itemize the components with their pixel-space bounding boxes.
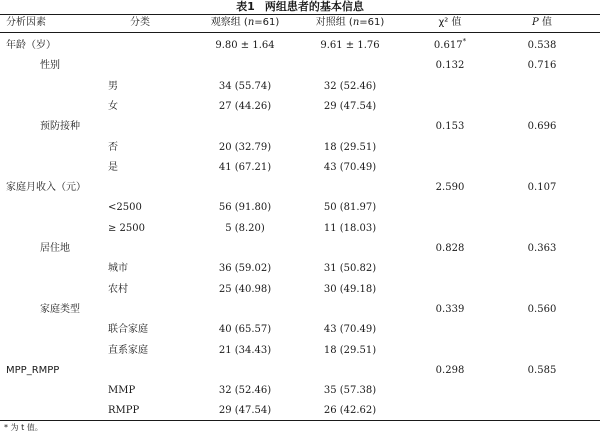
statistic-value: 0.298 — [435, 364, 465, 376]
cell-statistic — [420, 56, 480, 76]
cell-p — [512, 259, 572, 279]
cell-p — [512, 280, 572, 300]
cell-p: 0.363 — [527, 243, 557, 254]
cell-control: 29 (47.54) — [323, 100, 377, 112]
header-p: P 值 — [532, 17, 552, 28]
cell-control: 32 (52.46) — [323, 80, 377, 92]
cell-category: MMP — [108, 385, 136, 397]
cell-category: 直系家庭 — [108, 344, 148, 356]
cell-control — [300, 178, 400, 198]
cell-p — [512, 138, 572, 158]
cell-factor: 预防接种 — [40, 121, 80, 133]
header-control: 对照组 (n=61) — [315, 17, 385, 28]
cell-statistic — [420, 219, 480, 239]
header-statistic: χ² 值 — [438, 17, 462, 28]
cell-category: RMPP — [108, 405, 140, 417]
table-row — [0, 36, 600, 56]
header-category: 分类 — [130, 17, 150, 28]
cell-factor: MPP_RMPP — [6, 364, 60, 376]
header-rule — [0, 32, 600, 33]
cell-observation: 20 (32.79) — [218, 141, 272, 153]
cell-control: 18 (29.51) — [323, 344, 377, 356]
cell-statistic — [420, 280, 480, 300]
cell-statistic — [420, 300, 480, 320]
statistic-value: 0.132 — [435, 60, 465, 72]
statistic-value: 2.590 — [435, 182, 465, 194]
cell-statistic — [420, 117, 480, 137]
cell-observation — [190, 361, 300, 381]
cell-statistic — [420, 36, 480, 56]
table-row — [0, 259, 600, 279]
cell-p — [512, 219, 572, 239]
cell-control: 50 (81.97) — [323, 202, 377, 214]
cell-control: 35 (57.38) — [323, 385, 377, 397]
cell-control: 43 (70.49) — [323, 324, 377, 336]
table-row — [0, 219, 600, 239]
cell-observation: 25 (40.98) — [218, 283, 272, 295]
table-title-text: 两组患者的基本信息 — [264, 0, 364, 13]
cell-p: 0.696 — [527, 121, 557, 133]
table-row — [0, 97, 600, 117]
cell-factor: 性别 — [40, 60, 60, 72]
cell-observation: 41 (67.21) — [218, 161, 272, 173]
cell-p: 0.538 — [527, 40, 557, 51]
cell-p — [512, 97, 572, 117]
statistic-value: 0.828 — [435, 243, 465, 254]
table-row — [0, 361, 600, 381]
cell-control: 43 (70.49) — [323, 161, 377, 173]
table-row — [0, 56, 600, 76]
cell-category: 女 — [108, 100, 118, 112]
cell-p — [512, 158, 572, 178]
cell-category: 农村 — [108, 283, 128, 295]
table-row — [0, 77, 600, 97]
cell-control — [300, 117, 400, 137]
cell-factor: 年龄（岁） — [6, 40, 56, 51]
cell-statistic — [420, 320, 480, 340]
table-row — [0, 117, 600, 137]
cell-statistic — [420, 77, 480, 97]
table-row — [0, 300, 600, 320]
header-observation: 观察组 (n=61) — [210, 17, 280, 28]
cell-statistic — [420, 138, 480, 158]
cell-observation: 9.80 ± 1.64 — [215, 40, 275, 51]
cell-p: 0.560 — [527, 303, 557, 315]
cell-category: 是 — [108, 161, 118, 173]
cell-statistic — [420, 401, 480, 421]
cell-p: 0.716 — [527, 60, 557, 72]
cell-p — [512, 320, 572, 340]
statistic-value: 0.153 — [435, 121, 465, 133]
cell-statistic — [420, 381, 480, 401]
table-row — [0, 239, 600, 259]
cell-category: 联合家庭 — [108, 324, 148, 336]
cell-factor: 家庭月收入（元） — [6, 182, 86, 194]
cell-control: 31 (50.82) — [323, 263, 377, 275]
cell-p — [512, 381, 572, 401]
cell-control: 26 (42.62) — [323, 405, 377, 417]
cell-category: <2500 — [108, 202, 142, 214]
cell-control: 9.61 ± 1.76 — [320, 40, 380, 51]
cell-control — [300, 361, 400, 381]
header-factor: 分析因素 — [6, 17, 46, 28]
table-row — [0, 280, 600, 300]
cell-p — [512, 198, 572, 218]
cell-statistic — [420, 198, 480, 218]
cell-statistic — [420, 178, 480, 198]
cell-observation: 36 (59.02) — [218, 263, 272, 275]
table-header — [0, 13, 600, 33]
cell-observation — [190, 300, 300, 320]
cell-control — [300, 239, 400, 259]
cell-category: ≥ 2500 — [108, 222, 146, 234]
cell-control: 30 (49.18) — [323, 283, 377, 295]
table-row — [0, 341, 600, 361]
cell-category: 城市 — [108, 263, 128, 275]
cell-control — [300, 56, 400, 76]
cell-control: 11 (18.03) — [323, 222, 377, 234]
cell-category: 否 — [108, 141, 118, 153]
cell-observation — [190, 56, 300, 76]
cell-observation: 5 (8.20) — [225, 222, 265, 234]
cell-control — [300, 300, 400, 320]
statistic-footnote-mark: * — [462, 37, 467, 46]
cell-observation: 21 (34.43) — [218, 344, 272, 356]
cell-observation — [190, 117, 300, 137]
statistic-value: 0.617 — [433, 40, 463, 51]
cell-p: 0.107 — [527, 182, 557, 194]
cell-statistic — [420, 259, 480, 279]
table-title — [0, 0, 600, 14]
table-row — [0, 401, 600, 421]
cell-factor: 家庭类型 — [40, 303, 80, 315]
table-row — [0, 158, 600, 178]
bottom-rule — [0, 420, 600, 421]
cell-factor: 居住地 — [40, 243, 70, 254]
statistic-value: 0.339 — [435, 303, 465, 315]
table-row — [0, 198, 600, 218]
table-footnote: * 为 t 值。 — [4, 423, 43, 432]
cell-statistic — [420, 361, 480, 381]
cell-p — [512, 401, 572, 421]
cell-observation: 27 (44.26) — [218, 100, 272, 112]
cell-statistic — [420, 97, 480, 117]
cell-statistic — [420, 239, 480, 259]
cell-category: 男 — [108, 80, 118, 92]
table-row — [0, 381, 600, 401]
cell-p — [512, 341, 572, 361]
table-label: 表1 — [236, 0, 255, 13]
cell-observation: 56 (91.80) — [218, 202, 272, 214]
cell-control: 18 (29.51) — [323, 141, 377, 153]
cell-p: 0.585 — [527, 364, 557, 376]
cell-observation: 29 (47.54) — [218, 405, 272, 417]
cell-observation: 32 (52.46) — [218, 385, 272, 397]
cell-p — [512, 77, 572, 97]
cell-statistic — [420, 158, 480, 178]
cell-statistic — [420, 341, 480, 361]
cell-observation: 40 (65.57) — [218, 324, 272, 336]
cell-observation — [190, 178, 300, 198]
cell-observation — [190, 239, 300, 259]
table-row — [0, 138, 600, 158]
table-row — [0, 178, 600, 198]
table-row — [0, 320, 600, 340]
cell-observation: 34 (55.74) — [218, 80, 272, 92]
